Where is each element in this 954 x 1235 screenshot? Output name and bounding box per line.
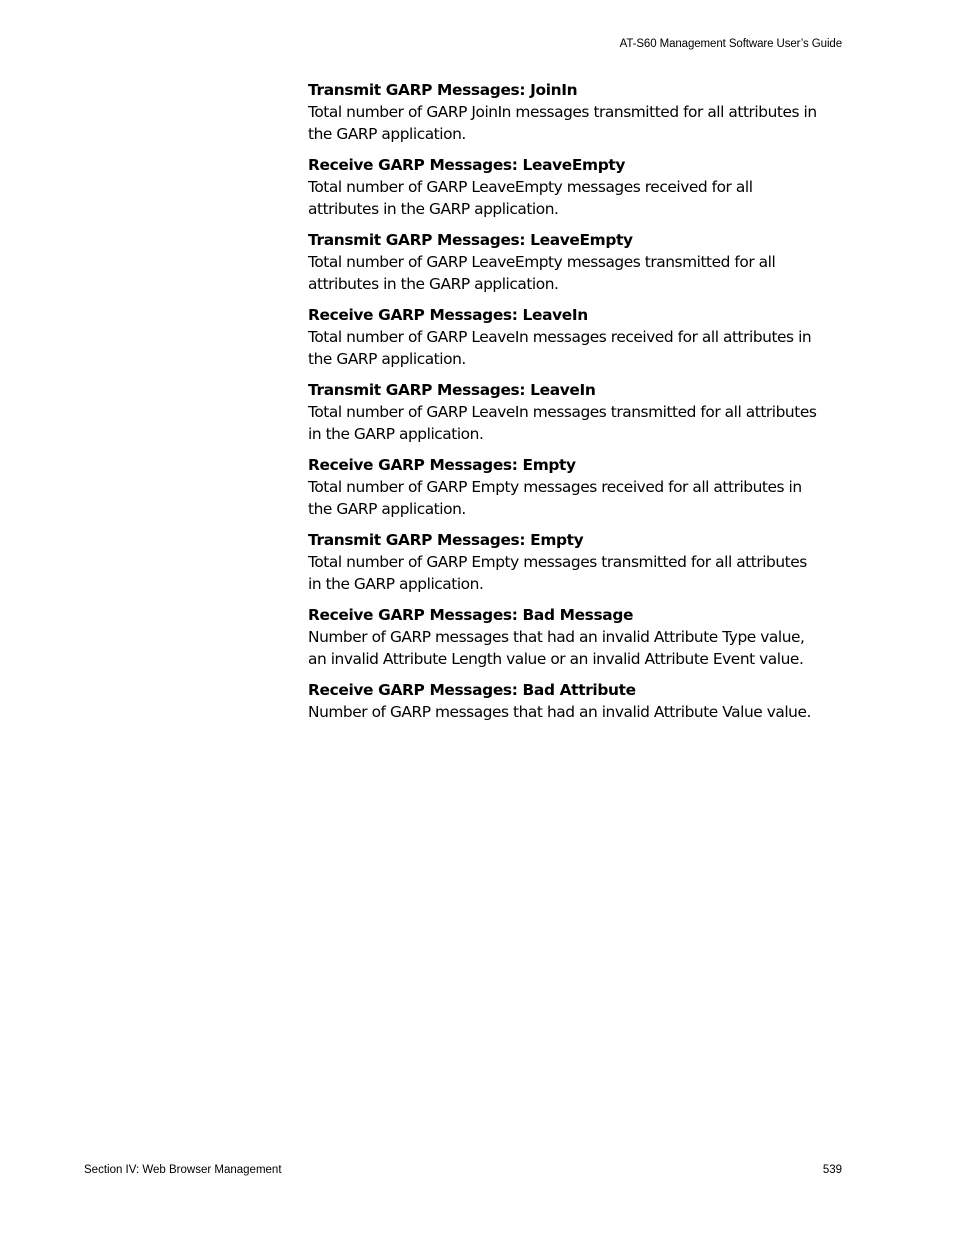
entry-receive-bad-attribute xyxy=(308,679,823,723)
entry-receive-leaveempty xyxy=(308,154,823,220)
entry-title: Transmit GARP Messages: LeaveIn xyxy=(308,381,596,399)
entry-transmit-leavein xyxy=(308,379,823,445)
entry-title: Receive GARP Messages: LeaveEmpty xyxy=(308,156,626,174)
entry-transmit-joinin xyxy=(308,79,823,145)
entry-description: Total number of GARP LeaveIn messages transmitted for all attributes in the GARP application. xyxy=(308,403,817,443)
entry-description: Total number of GARP Empty messages received for all attributes in the GARP application. xyxy=(308,478,802,518)
entry-description: Total number of GARP JoinIn messages transmitted for all attributes in the GARP application. xyxy=(308,103,817,143)
entry-description: Number of GARP messages that had an invalid Attribute Value value. xyxy=(308,703,811,721)
content-column xyxy=(308,79,823,732)
entry-description: Total number of GARP Empty messages transmitted for all attributes in the GARP application. xyxy=(308,553,807,593)
footer-page-number: 539 xyxy=(822,1164,842,1176)
entry-receive-bad-message xyxy=(308,604,823,670)
entry-title: Receive GARP Messages: Bad Attribute xyxy=(308,681,636,699)
page-header: AT-S60 Management Software User’s Guide xyxy=(619,38,842,50)
entry-receive-empty xyxy=(308,454,823,520)
entry-transmit-leaveempty xyxy=(308,229,823,295)
entry-description: Total number of GARP LeaveEmpty messages received for all attributes in the GARP application. xyxy=(308,178,753,218)
entry-transmit-empty xyxy=(308,529,823,595)
entry-title: Transmit GARP Messages: JoinIn xyxy=(308,81,578,99)
entry-title: Transmit GARP Messages: Empty xyxy=(308,531,584,549)
entry-title: Receive GARP Messages: LeaveIn xyxy=(308,306,588,324)
footer-section-label: Section IV: Web Browser Management xyxy=(84,1164,282,1176)
entry-title: Receive GARP Messages: Empty xyxy=(308,456,576,474)
entry-title: Transmit GARP Messages: LeaveEmpty xyxy=(308,231,633,249)
entry-title: Receive GARP Messages: Bad Message xyxy=(308,606,634,624)
entry-description: Total number of GARP LeaveIn messages received for all attributes in the GARP application. xyxy=(308,328,812,368)
entry-description: Number of GARP messages that had an invalid Attribute Type value, an invalid Attribute Length value or an invalid Attribute Event value. xyxy=(308,628,805,668)
entry-description: Total number of GARP LeaveEmpty messages transmitted for all attributes in the GARP application. xyxy=(308,253,776,293)
entry-receive-leavein xyxy=(308,304,823,370)
